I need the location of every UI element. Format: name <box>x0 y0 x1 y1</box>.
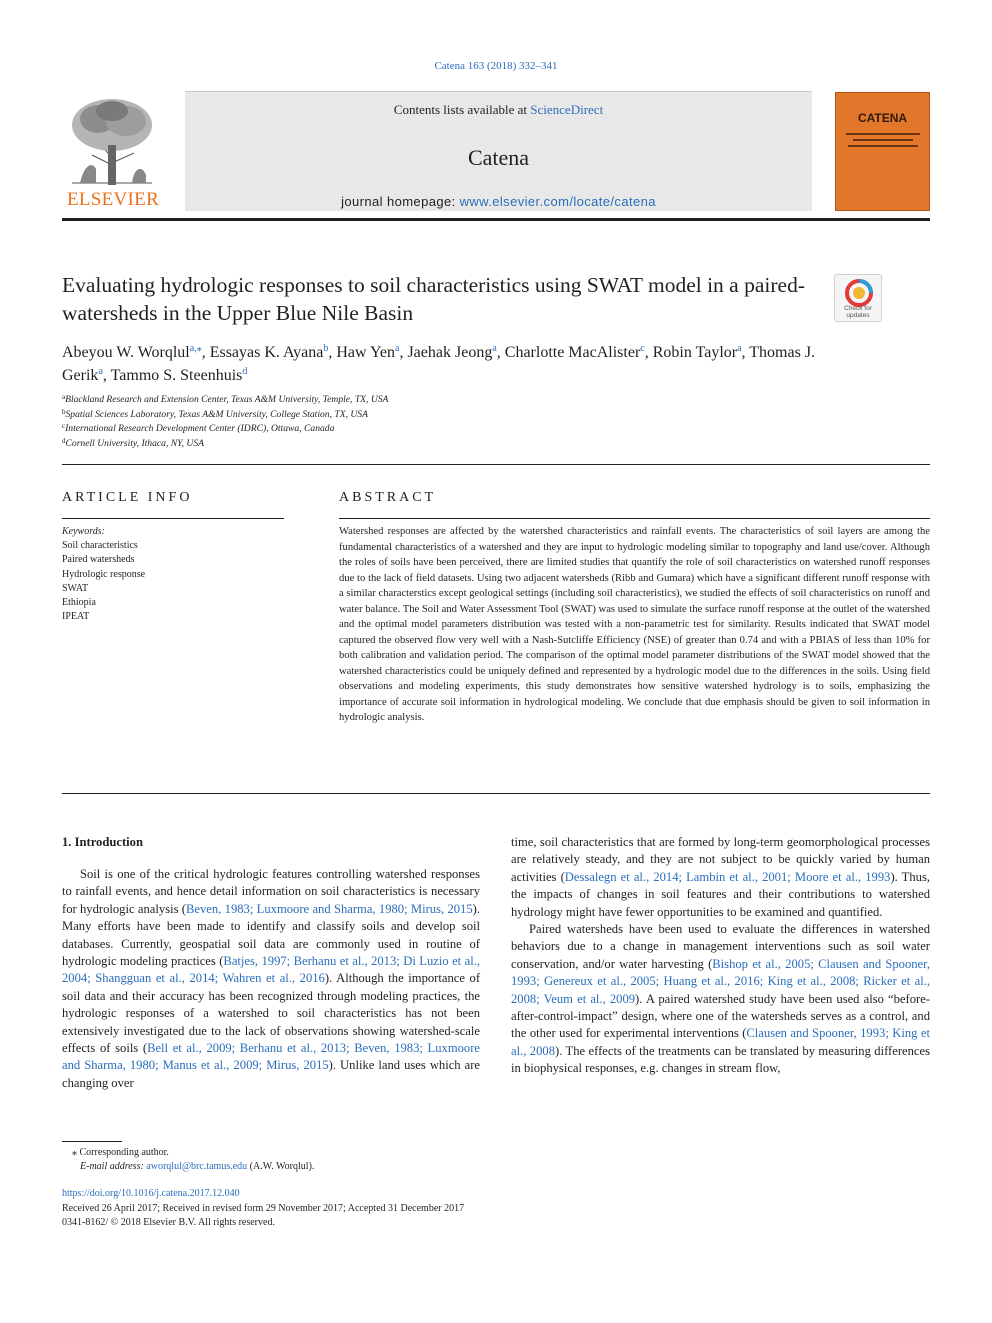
keywords-label: Keywords: <box>62 526 105 537</box>
article-info-heading: ARTICLE INFO <box>62 490 193 505</box>
affiliation-item <box>62 437 762 452</box>
body-column-right <box>511 834 930 1078</box>
author-email-link[interactable]: aworqlul@brc.tamus.edu <box>146 1161 248 1172</box>
footnote-rule <box>62 1141 122 1142</box>
affiliation-item <box>62 408 762 423</box>
author-affiliation-marker[interactable]: d <box>242 366 248 377</box>
journal-cover-thumbnail[interactable] <box>835 92 930 211</box>
body-text: ). Thus, the impacts of changes in soil features and their contributions to watershed hydrology might have fewer opportunities to be examined and quantified. <box>511 869 930 919</box>
author-name[interactable]: Robin Taylor <box>652 344 738 361</box>
author-affiliation-marker[interactable]: a <box>395 343 400 354</box>
check-for-updates-badge[interactable] <box>834 274 882 322</box>
email-label: E-mail address: <box>80 1161 147 1172</box>
body-text: ). The effects of the treatments can be translated by measuring differences in biophysical responses, e.g. changes in stream flow, <box>511 1043 930 1076</box>
author-name[interactable]: Thomas J. Gerik <box>62 344 816 384</box>
body-text: ). Unlike land uses which are changing over <box>62 1058 481 1090</box>
cover-text-line <box>853 139 913 141</box>
cover-text-line <box>846 133 920 135</box>
affiliation-item <box>62 393 762 408</box>
sciencedirect-link[interactable]: ScienceDirect <box>530 102 604 117</box>
elsevier-logo[interactable] <box>62 95 162 211</box>
affiliation-marker: b <box>62 407 66 416</box>
abstract-rule <box>339 518 930 519</box>
affiliation-text: Spatial Sciences Laboratory, Texas A&M University, College Station, TX, USA <box>65 408 368 420</box>
keyword-item: Paired watersheds <box>62 554 135 566</box>
keyword-item: SWAT <box>62 582 89 594</box>
received-dates: Received 26 April 2017; Received in revised form 29 November 2017; Accepted 31 December 2017 <box>62 1202 465 1214</box>
journal-name: Catena <box>467 145 530 170</box>
body-paragraph <box>511 921 930 1078</box>
keyword-item: Hydrologic response <box>62 568 146 580</box>
journal-header <box>62 91 930 211</box>
affiliation-list <box>62 393 762 451</box>
check-updates-icon <box>845 279 873 307</box>
homepage-line <box>185 194 812 209</box>
citation-link[interactable]: Batjes, 1997; Berhanu et al., 2013; Di Luzio et al., 2004; Shangguan et al., 2014; Wahren et al., 2016 <box>62 954 480 986</box>
article-title: Evaluating hydrologic responses to soil characteristics using SWAT model in a paired-watersheds in the Upper Blue Nile Basin <box>62 273 805 325</box>
doi-link[interactable]: https://doi.org/10.1016/j.catena.2017.12.040 <box>62 1188 240 1199</box>
keyword-item: Soil characteristics <box>62 540 138 552</box>
citation-link[interactable]: Beven, 1983; Luxmoore and Sharma, 1980; Mirus, 2015 <box>186 901 473 916</box>
article-history <box>62 1187 662 1231</box>
email-suffix: (A.W. Worqlul). <box>247 1161 315 1172</box>
author-name[interactable]: Jaehak Jeong <box>407 344 493 361</box>
footnotes <box>62 1146 662 1174</box>
body-paragraph <box>62 866 480 1092</box>
author-affiliation-marker[interactable]: c <box>640 343 645 354</box>
author-affiliation-marker[interactable]: b <box>323 343 329 354</box>
author-name[interactable]: Haw Yen <box>336 344 395 361</box>
contents-line <box>185 102 812 118</box>
cover-title: CATENA <box>857 111 908 125</box>
author-name[interactable]: Abeyou W. Worqlul <box>62 344 190 361</box>
section-divider <box>62 464 930 465</box>
affiliation-text: International Research Development Center (IDRC), Ottawa, Canada <box>65 423 335 435</box>
keywords-list <box>62 539 282 624</box>
body-text: ). Many efforts have been made to identify and classify soils and develop soil databases. Currently, geospatial soil data are commonly used in routine of hydrologic modeling practices ( <box>62 901 480 969</box>
keyword-item: IPEAT <box>62 611 90 623</box>
contents-prefix: Contents lists available at <box>393 102 531 117</box>
body-text: Paired watersheds have been used to evaluate the differences in watershed behaviors due to a change in management interventions such as soil water conservation, and/or water harvesting ( <box>511 922 930 971</box>
journal-homepage-link[interactable]: www.elsevier.com/locate/catena <box>459 194 656 209</box>
author-name[interactable]: Tammo S. Steenhuis <box>110 367 243 384</box>
journal-citation[interactable]: Catena 163 (2018) 332–341 <box>434 60 558 72</box>
citation-link[interactable]: Bishop et al., 2005; Clausen and Spooner, 1993; Genereux et al., 2005; Huang et al., 2016; King et al., 2008; Ricker et al., 2008; Veum et al., 2009 <box>511 956 930 1006</box>
body-column-left <box>62 866 480 1092</box>
copyright-line: 0341-8162/ © 2018 Elsevier B.V. All rights reserved. <box>62 1217 275 1228</box>
abstract-bottom-divider <box>62 793 930 794</box>
citation-link[interactable]: Bell et al., 2009; Berhanu et al., 2013; Beven, 1983; Luxmoore and Sharma, 1980; Manus et al., 2009; Mirus, 2015 <box>62 1041 480 1073</box>
corresponding-author-note: ⁎ Corresponding author. <box>72 1147 169 1158</box>
body-text: ). Although the importance of soil data and their accuracy has been recognized through modeling practices, the hydrologic responses of a watershed to soil characteristics has not been extensively investigated due to the lack of observations showing watershed-scale effects of soils ( <box>62 971 481 1056</box>
author-affiliation-marker[interactable]: a <box>737 343 742 354</box>
citation-link[interactable]: Clausen and Spooner, 1993; King et al., 2008 <box>511 1026 930 1058</box>
body-paragraph <box>511 834 930 921</box>
body-text: Soil is one of the critical hydrologic features controlling watershed responses to rainfall events, and hence detail information on soil characteristics is necessary for hydrologic analysis ( <box>62 867 480 916</box>
article-info-rule <box>62 518 284 519</box>
author-affiliation-marker[interactable]: a,⁎ <box>189 343 202 354</box>
author-name[interactable]: Charlotte MacAlister <box>504 344 641 361</box>
body-text: ). A paired watershed study have been used also “before-after-control-impact” design, where one of the watersheds serves as a control, and the other used for experimental interventions ( <box>511 991 930 1041</box>
introduction-heading: 1. Introduction <box>62 835 143 849</box>
affiliation-text: Cornell University, Ithaca, NY, USA <box>65 437 204 449</box>
affiliation-marker: d <box>62 436 66 445</box>
abstract-heading: ABSTRACT <box>339 490 437 505</box>
header-rule <box>62 218 930 221</box>
keywords-block <box>62 525 282 624</box>
journal-info-box <box>185 91 812 211</box>
email-line <box>62 1160 662 1174</box>
citation-link[interactable]: Dessalegn et al., 2014; Lambin et al., 2001; Moore et al., 1993 <box>564 869 891 884</box>
cover-text-line <box>848 145 918 147</box>
keyword-item: Ethiopia <box>62 597 96 609</box>
abstract-text: Watershed responses are affected by the watershed characteristics and rainfall events. The characteristics of soil layers are among the fundamental characteristics of a watershed and they are input to hydrologic modeling similar to topography and land use/cover. Although the roles of soils have been perceived, there are limited studies that quantify the role of soil characteristics on watershed runoff responses due to the lack of field datasets. Using two adjacent watersheds (Ribb and Gumara) which have a significant different runoff response with a similar characterstics except geological settings (including soil characteristics), we studied the effects of soil characteristics on runoff and water balance. The Soil and Water Assessment Tool (SWAT) was used to simulate the surface runoff response at the outlet of the watershed and the optimal model parameters distribution was tested with a non-parametric test for similarity. Results indicated that SWAT model captured the observed flow very well with a Nash-Sutcliffe Efficiency (NSE) of greater than 0.74 and with a PBIAS of less than 10% for both calibration and validation period. The comparison of the optimal model parameter distributions of the SWAT model showed that the watershed characteristics could be uniquely defined and represented by a hydrologic model due to the differences in the soils. Using field observations and modeling experiments, this study demonstrates how sensitive watershed hydrology is to soils, emphasizing the importance of accurate soil information in hydrological modeling. We conclude that due emphasis should be given to soil information in hydrologic analysis. <box>339 526 930 723</box>
affiliation-marker: c <box>62 422 66 431</box>
body-text: time, soil characteristics that are formed by long-term geomorphological processes are relatively steady, and they are not subject to be quickly varied by human activities ( <box>511 835 930 884</box>
homepage-prefix: journal homepage: <box>341 194 460 209</box>
affiliation-marker: a <box>62 393 66 401</box>
check-updates-label: Check for updates <box>844 305 872 319</box>
author-affiliation-marker[interactable]: a <box>492 343 497 354</box>
elsevier-tree-icon <box>62 95 162 187</box>
affiliation-item <box>62 422 762 437</box>
elsevier-wordmark: ELSEVIER <box>66 189 160 210</box>
affiliation-text: Blackland Research and Extension Center, Texas A&M University, Temple, TX, USA <box>65 394 389 405</box>
author-name[interactable]: Essayas K. Ayana <box>209 344 324 361</box>
author-list: Abeyou W. Worqlul$^{a,⁎}$, Essayas K. Ayana$^b$, Haw Yen$^a$, Jaehak Jeong$^a$, Charlotte MacAlister$^c$, Robin Taylor$^a$, Thomas J. Gerik$^a$, Tammo S. Steenhuis$^d$ <box>62 343 816 384</box>
author-affiliation-marker[interactable]: a <box>98 366 103 377</box>
